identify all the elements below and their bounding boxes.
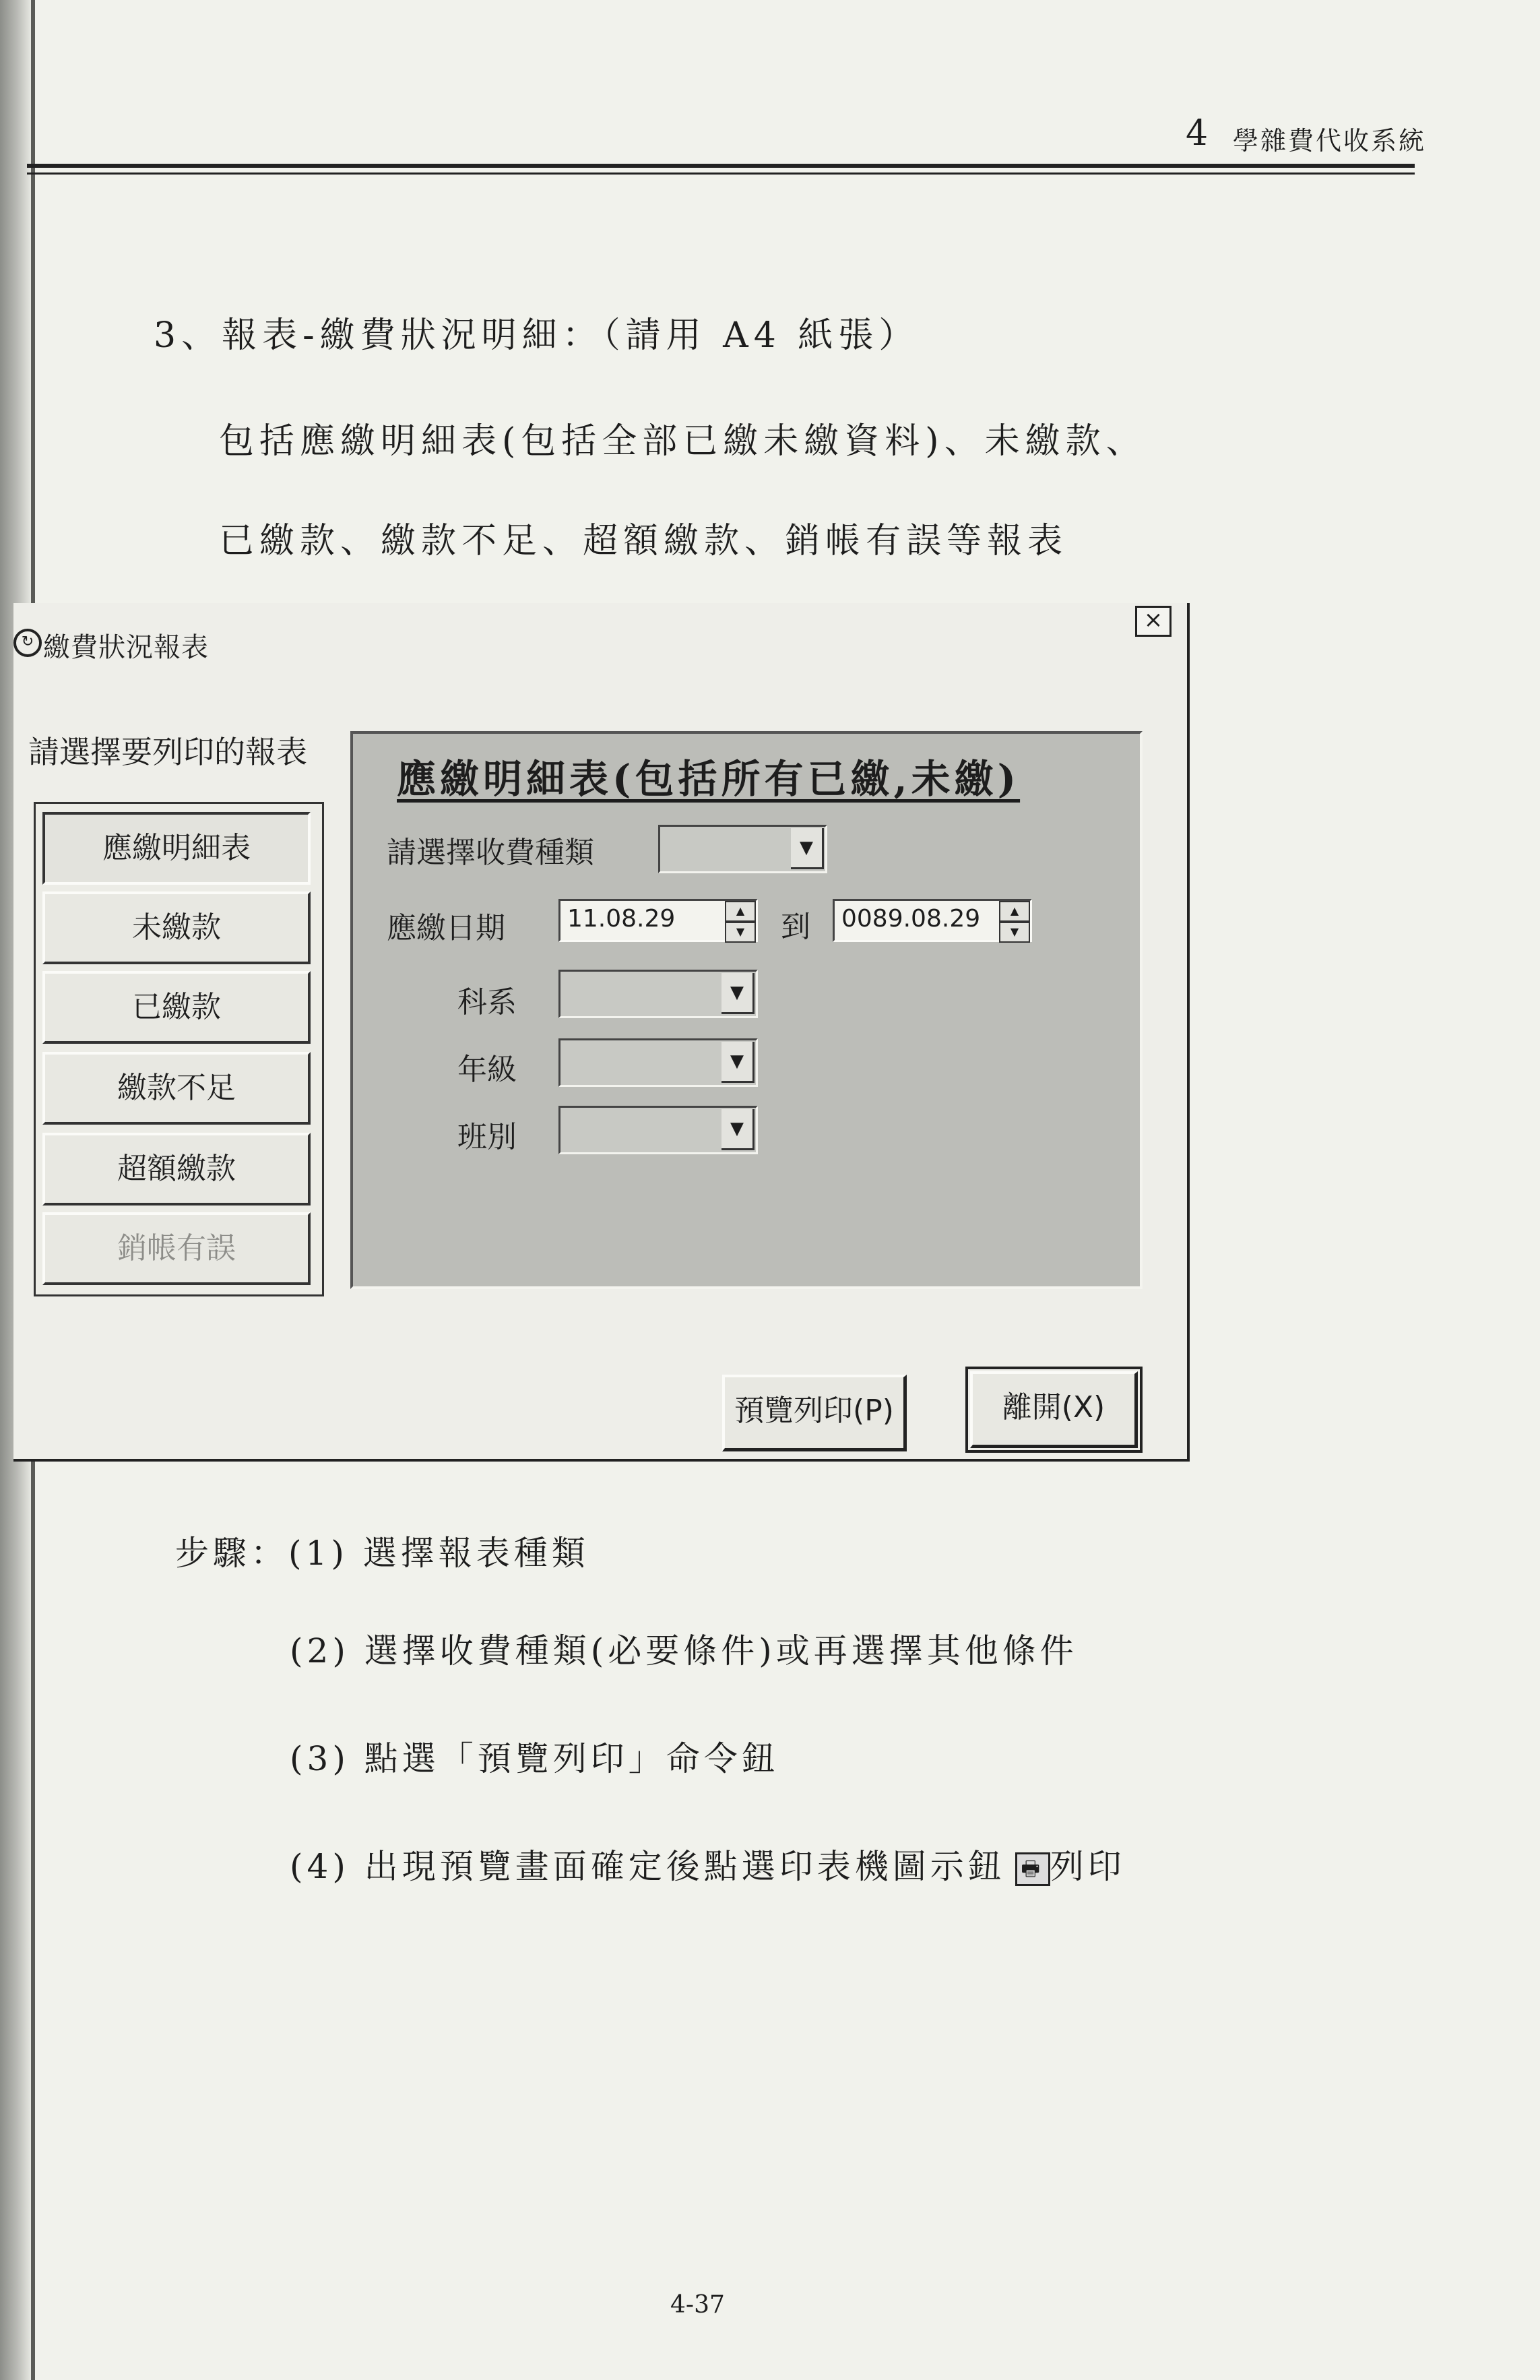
report-prompt: 請選擇要列印的報表 — [28, 734, 307, 770]
report-button-underpaid[interactable]: 繳款不足 — [42, 1052, 311, 1125]
report-button-due-detail[interactable]: 應繳明細表 — [42, 812, 311, 885]
fee-type-select[interactable] — [658, 825, 827, 873]
exit-button[interactable]: 離開(X) — [970, 1371, 1138, 1448]
grade-select[interactable] — [558, 1038, 758, 1087]
chapter-number: 4 — [1186, 113, 1209, 154]
section-heading: 3、報表-繳費狀況明細：（請用 A4 紙張） — [154, 315, 920, 356]
step-3: (3) 點選「預覽列印」命令鈕 — [290, 1739, 779, 1778]
page-number: 4-37 — [670, 2291, 725, 2319]
dept-select[interactable] — [558, 970, 758, 1018]
dialog-title-bar — [13, 629, 236, 662]
date-to-field[interactable] — [833, 899, 1032, 942]
step-4 — [290, 1840, 1126, 1888]
step-1: 步驟：(1) 選擇報表種類 — [175, 1534, 589, 1573]
date-to-value: 0089.08.29 — [841, 905, 981, 933]
to-label: 到 — [781, 910, 810, 944]
step-4-suffix: 列印 — [1050, 1847, 1126, 1886]
date-from-spinner[interactable]: ▲ ▼ — [725, 901, 756, 940]
due-date-label: 應繳日期 — [387, 911, 505, 945]
step-2: (2) 選擇收費種類(必要條件)或再選擇其他條件 — [290, 1631, 1078, 1670]
dialog-title: 繳費狀況報表 — [43, 632, 209, 663]
class-label: 班別 — [457, 1120, 517, 1154]
step-4-text: (4) 出現預覽畫面確定後點選印表機圖示鈕 — [290, 1847, 1006, 1886]
printer-icon: 🖶 — [1015, 1852, 1050, 1886]
date-to-spinner[interactable]: ▲ ▼ — [999, 901, 1030, 940]
chapter-title: 學雜費代收系統 — [1233, 126, 1427, 156]
report-dialog — [13, 603, 1190, 1462]
close-icon[interactable]: × — [1135, 606, 1172, 637]
report-button-overpaid[interactable]: 超額繳款 — [42, 1133, 311, 1205]
report-button-writeoff-error: 銷帳有誤 — [42, 1212, 311, 1285]
date-from-value: 11.08.29 — [567, 905, 676, 933]
class-select[interactable] — [558, 1106, 758, 1154]
panel-title: 應繳明細表(包括所有已繳,未繳) — [397, 756, 1021, 802]
chevron-down-icon[interactable]: ▼ — [721, 973, 755, 1014]
report-options-panel — [350, 731, 1143, 1289]
section-text-line-3: 已繳款、繳款不足、超額繳款、銷帳有誤等報表 — [219, 521, 1068, 561]
header-rule-thin — [27, 173, 1415, 175]
section-text-line-2: 包括應繳明細表(包括全部已繳未繳資料)、未繳款、 — [219, 421, 1147, 462]
header-rule — [27, 164, 1415, 168]
grade-label: 年級 — [457, 1053, 517, 1087]
preview-print-button[interactable]: 預覽列印(P) — [722, 1375, 907, 1451]
chevron-down-icon[interactable]: ▼ — [721, 1042, 755, 1083]
report-list — [34, 802, 324, 1296]
report-button-paid[interactable]: 已繳款 — [42, 971, 311, 1044]
app-icon: ↻ — [13, 629, 42, 657]
report-button-unpaid[interactable]: 未繳款 — [42, 891, 311, 964]
chevron-down-icon[interactable]: ▼ — [721, 1109, 755, 1150]
dept-label: 科系 — [457, 985, 517, 1020]
chevron-down-icon[interactable]: ▼ — [791, 828, 824, 869]
date-from-field[interactable] — [558, 899, 758, 942]
fee-type-label: 請選擇收費種類 — [387, 836, 594, 870]
